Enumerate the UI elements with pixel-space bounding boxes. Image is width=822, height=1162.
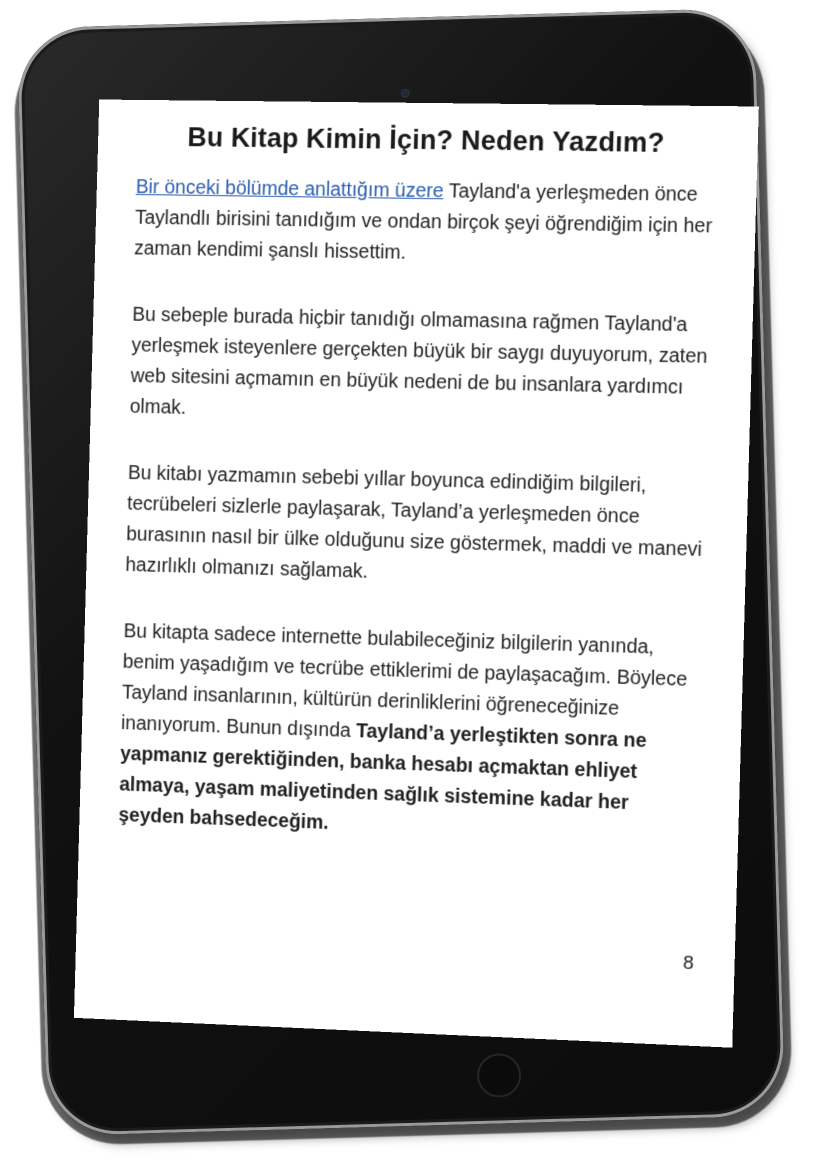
page-number: 8: [682, 952, 695, 975]
paragraph-1-text: Tayland'a yerleşmeden önce Taylandlı birisini tanıdığım ve ondan birçok şeyi öğrendiğim için her zaman kendimi şanslı hissettim.: [133, 180, 713, 264]
paragraph-2: Bu sebeple burada hiçbir tanıdığı olmamasına rağmen Tayland'a yerleşmek isteyenlere gerçekten büyük bir saygı duyuyorum, zaten web sitesini açmamın en büyük nedeni de bu insanlara yardımcı olmak.: [129, 303, 708, 419]
paragraph-4-text: Bu kitapta sadece internette bulabileceğiniz bilgilerin yanında, benim yaşadığım ve tecrübe ettiklerimi de paylaşacağım. Böylece Tayland insanlarının, kültürün derinliklerini öğreneceğinize inanıyorum. Bunun dışında: [120, 620, 688, 743]
camera-icon: [402, 90, 409, 97]
previous-chapter-link[interactable]: Bir önceki bölümde anlattığım üzere: [135, 176, 444, 203]
page-title: Bu Kitap Kimin İçin? Neden Yazdım?: [187, 122, 665, 158]
paragraph-4: [118, 616, 703, 853]
paragraph-3: Bu kitabı yazmamın sebebi yıllar boyunca edindiğim bilgileri, tecrübeleri sizlerle paylaşarak, Tayland’a yerleşmeden önce burasının nasıl bir ülke olduğunu size göstermek, maddi ve manevi hazırlıklı olmanızı sağlamak.: [125, 462, 703, 583]
paragraph-4-bold-text: Tayland’a yerleştikten sonra ne yapmanız gerektiğinden, banka hesabı açmaktan ehliyet almaya, yaşam maliyetinden sağlık sistemine kadar her şeyden bahsedeceğim.: [118, 720, 647, 834]
book-page: [117, 122, 717, 890]
tablet-screen: [74, 100, 759, 1048]
paragraph-1: [134, 172, 716, 274]
home-button-icon[interactable]: [476, 1053, 521, 1098]
